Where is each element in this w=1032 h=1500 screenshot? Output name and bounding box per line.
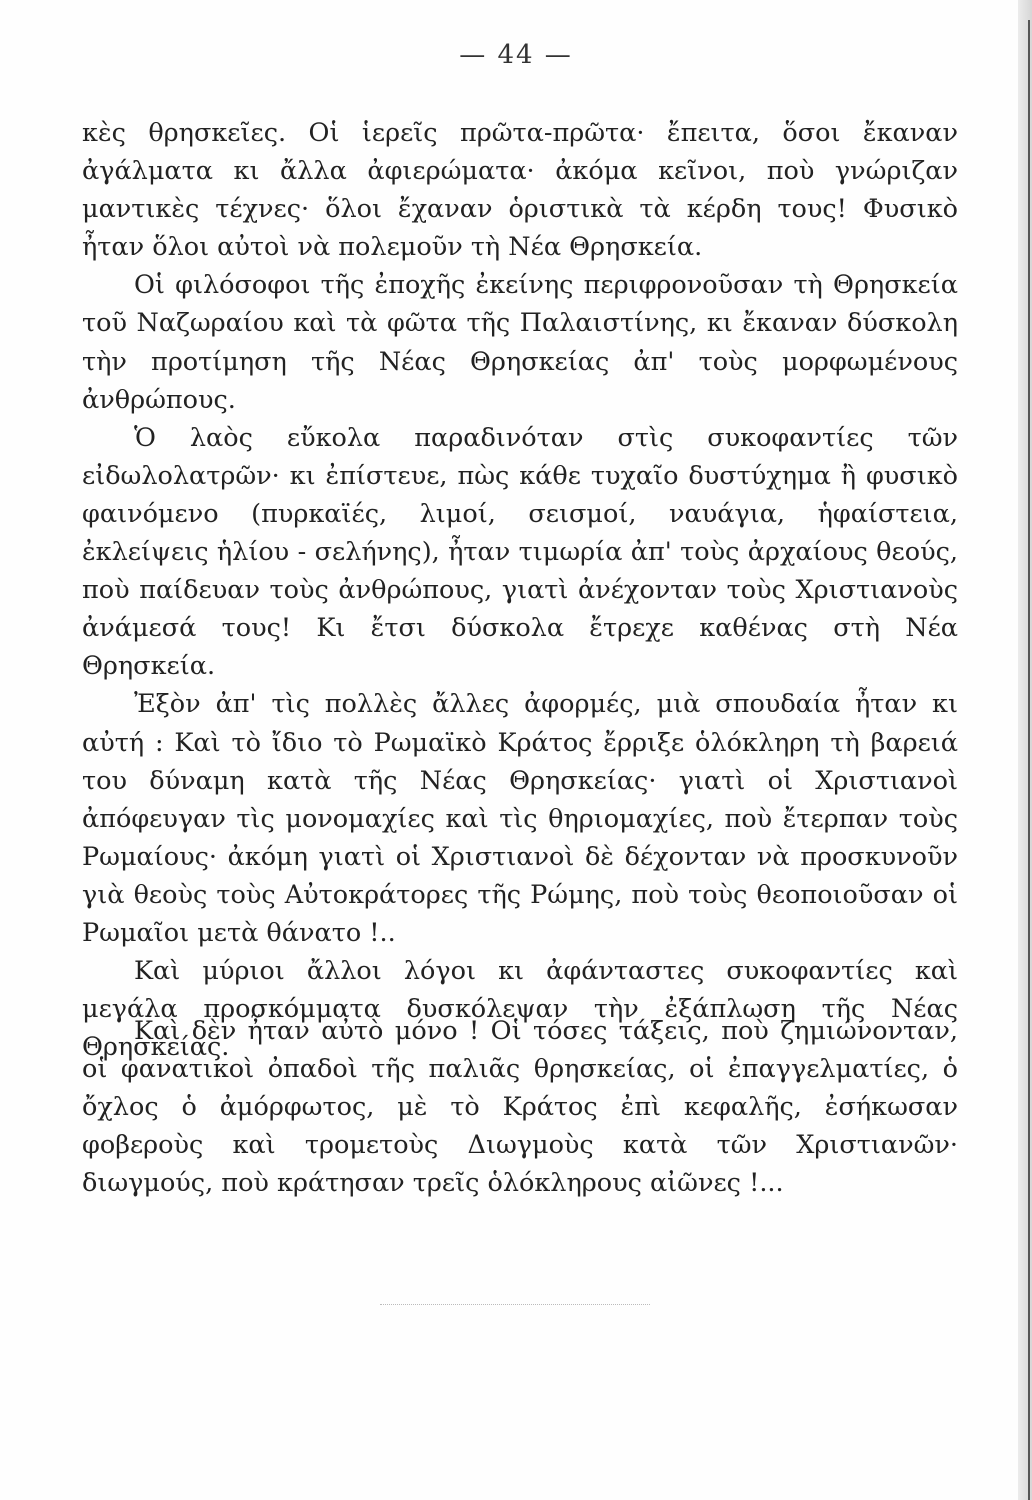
paragraph-3: Ὁ λαὸς εὔκολα παραδινόταν στὶς συκοφαντίες τῶν εἰδωλολατρῶν· κι ἐπίστευε, πὼς κάθε τυχαῖο δυστύχημα ἢ φυσικὸ φαινόμενο (πυρκαϊές, λιμοί, σεισμοί, ναυάγια, ἡφαίστεια, ἐκλείψεις ἡλίου - σελήνης), ἦταν τιμωρία ἀπ' τοὺς ἀρχαίους θεούς, ποὺ παίδευαν τοὺς ἀνθρώπους, γιατὶ ἀνέχονταν τοὺς Χριστιανοὺς ἀνάμεσά τους! Κι ἔτσι δύσκολα ἔτρεχε καθένας στὴ Νέα Θρησκεία. — [82, 422, 958, 682]
paragraph-4: Ἐξὸν ἀπ' τὶς πολλὲς ἄλλες ἀφορμές, μιὰ σπουδαία ἦταν κι αὐτή : Καὶ τὸ ἴδιο τὸ Ρωμαϊκὸ Κράτος ἔρριξε ὁλόκληρη τὴ βαρειά του δύναμη κατὰ τῆς Νέας Θρησκείας· γιατὶ οἱ Χριστιανοὶ ἀπόφευγαν τὶς μονομαχίες καὶ τὶς θηριομαχίες, ποὺ ἔτερπαν τοὺς Ρωμαίους· ἀκόμη γιατὶ οἱ Χριστιανοὶ δὲ δέχονταν νὰ προσκυνοῦν γιὰ θεοὺς τοὺς Αὐτοκράτορες τῆς Ρώμης, ποὺ τοὺς θεοποιοῦσαν οἱ Ρωμαῖοι μετὰ θάνατο !.. — [82, 689, 958, 948]
main-text — [82, 114, 958, 1066]
paragraph-1: κὲς θρησκεῖες. Οἱ ἱερεῖς πρῶτα-πρῶτα· ἔπειτα, ὅσοι ἔκαναν ἀγάλματα κι ἄλλα ἀφιερώματα· ἀκόμα κεῖνοι, ποὺ γνώριζαν μαντικὲς τέχνες· ὅλοι ἔχαναν ὁριστικὰ τὰ κέρδη τους! Φυσικὸ ἦταν ὅλοι αὐτοὶ νὰ πολεμοῦν τὴ Νέα Θρησκεία. — [82, 118, 958, 263]
paragraph-2: Οἱ φιλόσοφοι τῆς ἐποχῆς ἐκείνης περιφρονοῦσαν τὴ Θρησκεία τοῦ Ναζωραίου καὶ τὰ φῶτα τῆς Παλαιστίνης, κι ἔκαναν δύσκολη τὴν προτίμηση τῆς Νέας Θρησκείας ἀπ' τοὺς μορφωμένους ἀνθρώπους. — [82, 270, 958, 415]
paragraph-5: Καὶ μύριοι ἄλλοι λόγοι κι ἀφάνταστες συκοφαντίες καὶ μεγάλα προσκόμματα δυσκόλεψαν τὴν ἐξάπλωση τῆς Νέας Θρησκείας. — [82, 956, 958, 1063]
page-number: — 44 — — [459, 40, 573, 70]
page-edge — [1018, 0, 1032, 1500]
closing-text — [82, 1012, 958, 1202]
paragraph-6: Καὶ δὲν ἦταν αὐτὸ μόνο ! Οἱ τόσες τάξεις, ποὺ ζημιώνονταν, οἱ φανατικοὶ ὀπαδοὶ τῆς παλιᾶς θρησκείας, οἱ ἐπαγγελματίες, ὁ ὄχλος ὁ ἀμόρφωτος, μὲ τὸ Κράτος ἐπὶ κεφαλῆς, ἐσήκωσαν φοβεροὺς καὶ τρομετοὺς Διωγμοὺς κατὰ τῶν Χριστιανῶν· διωγμούς, ποὺ κράτησαν τρεῖς ὁλόκληρους αἰῶνες !... — [82, 1016, 958, 1199]
section-divider — [380, 1304, 650, 1305]
